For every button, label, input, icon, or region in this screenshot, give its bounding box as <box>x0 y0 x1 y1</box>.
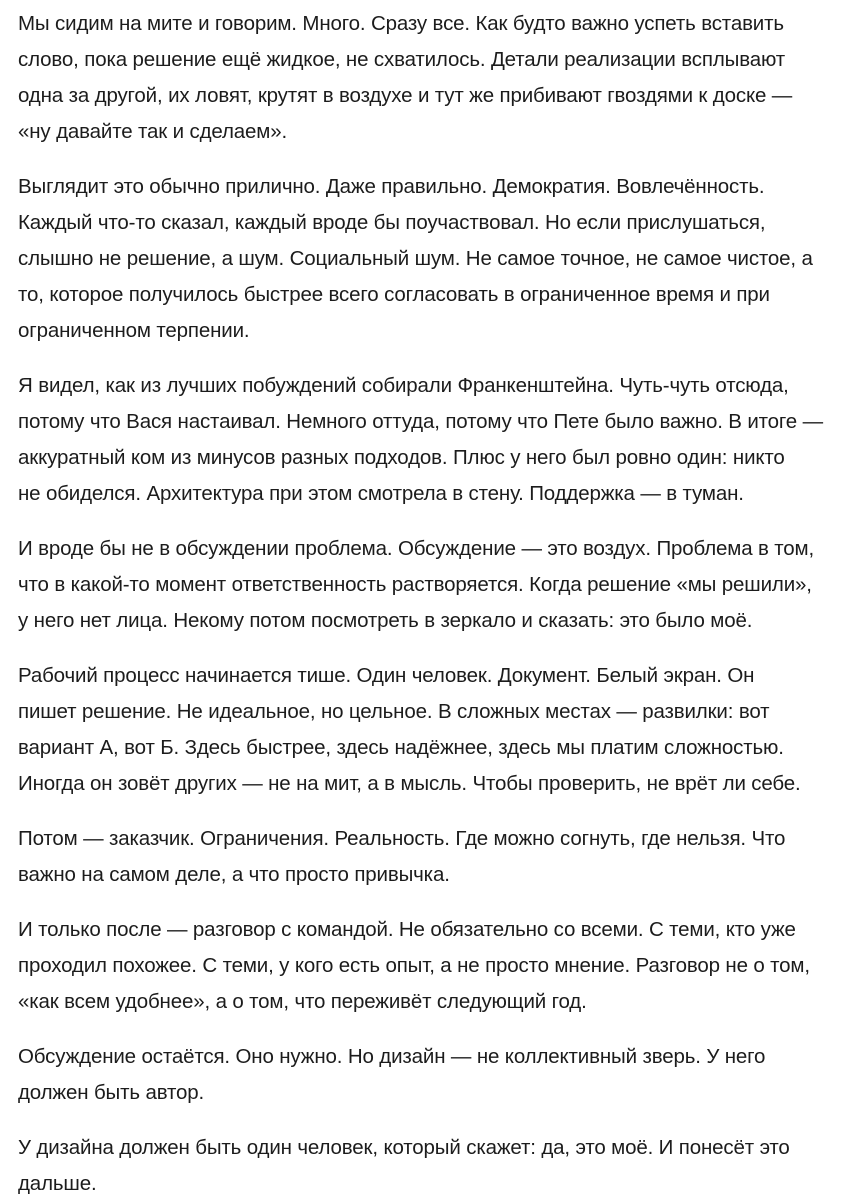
paragraph-8 <box>18 1039 840 1111</box>
paragraph-3 <box>18 368 840 512</box>
text-line: У дизайна должен быть один человек, который скажет: да, это моё. И понесёт это <box>18 1136 790 1159</box>
text-line: «как всем удобнее», а о том, что переживёт следующий год. <box>18 990 587 1013</box>
text-line: Иногда он зовёт других — не на мит, а в мысль. Чтобы проверить, не врёт ли себе. <box>18 772 801 795</box>
text-line: «ну давайте так и сделаем». <box>18 120 288 143</box>
text-line: пишет решение. Не идеальное, но цельное. В сложных местах — развилки: вот <box>18 700 770 723</box>
paragraph-6 <box>18 821 840 893</box>
text-line: ограниченном терпении. <box>18 319 250 342</box>
text-line: у него нет лица. Некому потом посмотреть в зеркало и сказать: это было моё. <box>18 609 753 632</box>
text-line: потому что Вася настаивал. Немного оттуда, потому что Пете было важно. В итоге — <box>18 410 823 433</box>
paragraph-9 <box>18 1130 840 1202</box>
text-line: то, которое получилось быстрее всего согласовать в ограниченное время и при <box>18 283 770 306</box>
text-line: слышно не решение, а шум. Социальный шум. Не самое точное, не самое чистое, а <box>18 247 813 270</box>
text-line: слово, пока решение ещё жидкое, не схватилось. Детали реализации всплывают <box>18 48 786 71</box>
text-line: важно на самом деле, а что просто привычка. <box>18 863 450 886</box>
text-line: одна за другой, их ловят, крутят в воздухе и тут же прибивают гвоздями к доске — <box>18 84 793 107</box>
text-line: должен быть автор. <box>18 1081 205 1104</box>
paragraph-2 <box>18 169 840 349</box>
text-line: дальше. <box>18 1172 97 1195</box>
text-line: вариант А, вот Б. Здесь быстрее, здесь надёжнее, здесь мы платим сложностью. <box>18 736 784 759</box>
text-line: Рабочий процесс начинается тише. Один человек. Документ. Белый экран. Он <box>18 664 755 687</box>
text-line: Обсуждение остаётся. Оно нужно. Но дизайн — не коллективный зверь. У него <box>18 1045 766 1068</box>
text-line: Мы сидим на мите и говорим. Много. Сразу все. Как будто важно успеть вставить <box>18 12 784 35</box>
text-line: Я видел, как из лучших побуждений собирали Франкенштейна. Чуть-чуть отсюда, <box>18 374 789 397</box>
paragraph-5 <box>18 658 840 802</box>
paragraph-4 <box>18 531 840 639</box>
text-line: не обиделся. Архитектура при этом смотрела в стену. Поддержка — в туман. <box>18 482 744 505</box>
text-line: что в какой-то момент ответственность растворяется. Когда решение «мы решили», <box>18 573 812 596</box>
text-line: И только после — разговор с командой. Не обязательно со всеми. С теми, кто уже <box>18 918 796 941</box>
paragraph-7 <box>18 912 840 1020</box>
text-line: Потом — заказчик. Ограничения. Реальность. Где можно согнуть, где нельзя. Что <box>18 827 786 850</box>
text-line: аккуратный ком из минусов разных подходов. Плюс у него был ровно один: никто <box>18 446 785 469</box>
text-line: И вроде бы не в обсуждении проблема. Обсуждение — это воздух. Проблема в том, <box>18 537 815 560</box>
text-line: Выглядит это обычно прилично. Даже правильно. Демократия. Вовлечённость. <box>18 175 765 198</box>
text-line: проходил похожее. С теми, у кого есть опыт, а не просто мнение. Разговор не о том, <box>18 954 810 977</box>
text-line: Каждый что-то сказал, каждый вроде бы поучаствовал. Но если прислушаться, <box>18 211 766 234</box>
paragraph-1 <box>18 6 840 150</box>
